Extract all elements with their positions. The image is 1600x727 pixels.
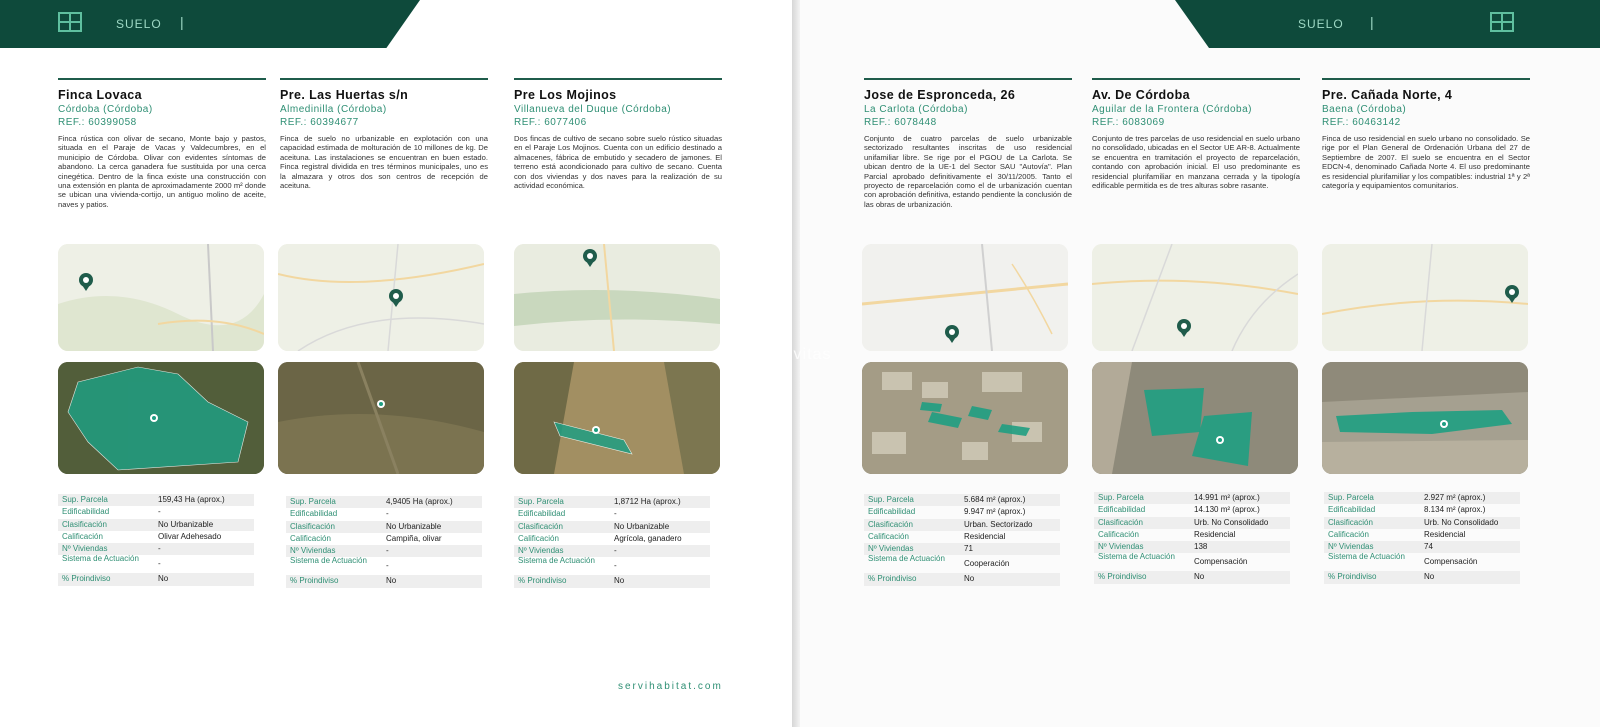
spec-row: Sup. Parcela 14.991 m² (aprox.)	[1094, 492, 1290, 504]
location-pin-icon	[1216, 436, 1224, 444]
spec-row: Clasificación Urban. Sectorizado	[864, 519, 1060, 531]
location-pin-icon	[1440, 420, 1448, 428]
spec-row: Calificación Residencial	[868, 531, 1006, 541]
property-title: Jose de Espronceda, 26	[864, 88, 1016, 102]
spec-row: Clasificación No Urbanizable	[286, 521, 482, 533]
property-card	[280, 78, 488, 246]
property-location: Baena (Córdoba)	[1322, 104, 1407, 115]
property-description: Finca de suelo no urbanizable en explotación con una capacidad estimada de molturación de 10 millones de kg. De aceituna. Las instalaciones se encuentran en buen estado. Finca registral dividida en tres términos municipales, uno es la almazara y otros dos son centros de recepción de aceituna.	[280, 134, 488, 191]
location-map	[58, 244, 264, 351]
property-description: Conjunto de tres parcelas de uso residencial en suelo urbano no consolidado, ubicadas en el Sector UE AR-8. Actualmente se encuentra en tramitación el proyecto de reparcelación, contando con aprobación inicial. El uso predominante es residencial plurifamiliar en manzana cerrada y la tipología edificable permitida es de tres alturas sobre rasante.	[1092, 134, 1300, 191]
property-description: Finca de uso residencial en suelo urbano no consolidado. Se rige por el Plan General de Ordenación Urbana del 27 de Septiembre de 2007. El suelo se encuentra en el Sector EDCN-4, denominado Cañada Norte 4. El uso predominante es residencial plurifamiliar y los compatibles: industrial 1ª y 2ª categoría y equipamientos comunitarios.	[1322, 134, 1530, 191]
spec-row: Sistema de Actuación Compensación	[1328, 552, 1478, 567]
card-divider	[514, 78, 722, 80]
spec-row: Nº Viviendas -	[514, 545, 710, 557]
location-map	[278, 244, 484, 351]
header-separator-left: |	[180, 14, 184, 30]
card-divider	[1092, 78, 1300, 80]
property-ref: REF.: 6083069	[1092, 117, 1165, 128]
property-ref: REF.: 6077406	[514, 117, 587, 128]
aerial-photo	[514, 362, 720, 474]
spec-table	[1094, 492, 1290, 584]
watermark: civitas	[780, 346, 832, 363]
property-description: Finca rústica con olivar de secano, Monte bajo y pastos, situada en el Paraje de Vacas y Valdecumbres, en el municipio de Córdoba. Olivar con evidentes síntomas de abandono. La cerca ganadera fue sustituida por una cerca cinegética. Dentro de la finca existe una construcción con una extensión en planta de aproximadamente 2000 m² donde se ubican una vivienda-cortijo, un antiguo molino de aceite, naves y patios.	[58, 134, 266, 209]
property-location: La Carlota (Córdoba)	[864, 104, 968, 115]
spec-row: Nº Viviendas -	[286, 545, 482, 557]
spec-row: Edificabilidad 8.134 m² (aprox.)	[1328, 505, 1486, 515]
spec-row: Sup. Parcela 1,8712 Ha (aprox.)	[514, 496, 710, 508]
spec-row: % Proindiviso No	[864, 573, 1060, 585]
property-location: Córdoba (Córdoba)	[58, 104, 153, 115]
spec-row: % Proindiviso No	[1094, 571, 1290, 583]
spec-row: Nº Viviendas 71	[864, 543, 1060, 555]
property-card	[864, 78, 1072, 246]
card-divider	[280, 78, 488, 80]
property-title: Av. De Córdoba	[1092, 88, 1190, 102]
property-ref: REF.: 60394677	[280, 117, 359, 128]
location-pin-icon	[377, 400, 385, 408]
location-map	[514, 244, 720, 351]
aerial-photo	[1322, 362, 1528, 474]
spec-row: Calificación Agrícola, ganadero	[518, 533, 682, 543]
spec-row: Sup. Parcela 159,43 Ha (aprox.)	[58, 494, 254, 506]
property-card	[1092, 78, 1300, 246]
aerial-photo	[862, 362, 1068, 474]
property-description: Dos fincas de cultivo de secano sobre suelo rústico situadas en el Paraje Los Mojinos. Cuenta con un edificio destinado a almacenes, fábrica de embutido y secadero de jamones. El terreno está acondicionado para cultivo de secano. Cuenta con dos viviendas y dos naves para la realización de su actividad económica.	[514, 134, 722, 191]
property-card	[514, 78, 722, 246]
location-map	[1322, 244, 1528, 351]
spec-row: % Proindiviso No	[286, 575, 482, 587]
property-title: Pre. Cañada Norte, 4	[1322, 88, 1453, 102]
property-location: Aguilar de la Frontera (Córdoba)	[1092, 104, 1252, 115]
property-title: Pre Los Mojinos	[514, 88, 617, 102]
card-divider	[1322, 78, 1530, 80]
spec-row: Calificación Residencial	[1098, 529, 1236, 539]
spec-row: % Proindiviso No	[514, 575, 710, 587]
location-pin-icon	[592, 426, 600, 434]
spec-row: Edificabilidad 14.130 m² (aprox.)	[1098, 505, 1260, 515]
spec-row: Calificación Olivar Adehesado	[62, 531, 222, 541]
spec-row: Clasificación Urb. No Consolidado	[1094, 517, 1290, 529]
spec-row: Nº Viviendas 74	[1324, 541, 1520, 553]
section-label-left: SUELO	[116, 17, 162, 31]
website-link[interactable]: servihabitat.com	[618, 681, 723, 692]
spec-row: Sistema de Actuación Cooperación	[868, 554, 1010, 569]
spec-row: Sistema de Actuación -	[62, 554, 161, 569]
aerial-photo	[1092, 362, 1298, 474]
spec-row: Sup. Parcela 5.684 m² (aprox.)	[864, 494, 1060, 506]
spec-row: Nº Viviendas 138	[1094, 541, 1290, 553]
location-pin-icon	[150, 414, 158, 422]
spec-row: Sup. Parcela 2.927 m² (aprox.)	[1324, 492, 1520, 504]
location-map	[862, 244, 1068, 351]
property-title: Pre. Las Huertas s/n	[280, 88, 409, 102]
spec-table	[1324, 492, 1520, 584]
header-banner-right	[1175, 0, 1600, 48]
header-separator-right: |	[1370, 14, 1374, 30]
spec-row: Calificación Campiña, olivar	[290, 533, 442, 543]
spec-row: Clasificación No Urbanizable	[58, 519, 254, 531]
spec-row: Sistema de Actuación -	[290, 556, 389, 571]
spec-row: % Proindiviso No	[58, 573, 254, 585]
card-divider	[58, 78, 266, 80]
spec-table	[514, 496, 710, 588]
property-ref: REF.: 6078448	[864, 117, 937, 128]
section-label-right: SUELO	[1298, 17, 1344, 31]
spec-row: Clasificación Urb. No Consolidado	[1324, 517, 1520, 529]
property-ref: REF.: 60399058	[58, 117, 137, 128]
spec-table	[286, 496, 482, 588]
property-location: Villanueva del Duque (Córdoba)	[514, 104, 672, 115]
spec-row: Nº Viviendas -	[58, 543, 254, 555]
brand-logo-icon	[58, 12, 82, 32]
property-card	[58, 78, 266, 246]
parcel-overlay	[1144, 388, 1204, 436]
property-card	[1322, 78, 1530, 246]
spec-row: Edificabilidad -	[518, 509, 617, 519]
spec-row: Sistema de Actuación -	[518, 556, 617, 571]
spec-row: Calificación Residencial	[1328, 529, 1466, 539]
property-ref: REF.: 60463142	[1322, 117, 1401, 128]
spec-row: Sup. Parcela 4,9405 Ha (aprox.)	[286, 496, 482, 508]
spec-row: % Proindiviso No	[1324, 571, 1520, 583]
spec-table	[864, 494, 1060, 586]
spec-row: Edificabilidad 9.947 m² (aprox.)	[868, 507, 1026, 517]
spec-table	[58, 494, 254, 586]
property-location: Almedinilla (Córdoba)	[280, 104, 387, 115]
spec-row: Clasificación No Urbanizable	[514, 521, 710, 533]
aerial-photo	[278, 362, 484, 474]
location-map	[1092, 244, 1298, 351]
property-title: Finca Lovaca	[58, 88, 142, 102]
spec-row: Edificabilidad -	[290, 509, 389, 519]
spec-row: Edificabilidad -	[62, 507, 161, 517]
aerial-photo	[58, 362, 264, 474]
property-description: Conjunto de cuatro parcelas de suelo urbanizable sectorizado resultantes inscritas de uso residencial unifamiliar libre. Se rige por el PGOU de La Carlota. Se ubican dentro de la UE-1 del Sector SAU "Autovía". Plan Parcial aprobado definitivamente el 30/11/2005. Tanto el proyecto de reparcelación como el de urbanización cuentan con aprobación definitiva, estando pendiente la conclusión de las obras de urbanización.	[864, 134, 1072, 209]
spec-row: Sistema de Actuación Compensación	[1098, 552, 1248, 567]
brand-logo-icon	[1490, 12, 1514, 32]
card-divider	[864, 78, 1072, 80]
